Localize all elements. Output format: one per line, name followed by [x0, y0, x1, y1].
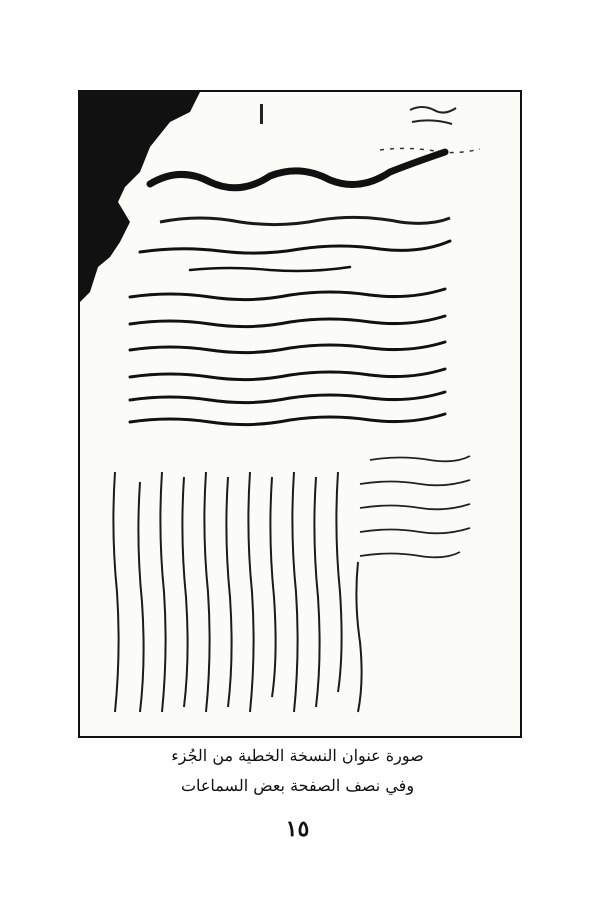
margin-note-top [410, 107, 456, 124]
manuscript-image [80, 92, 520, 736]
top-mark [260, 104, 263, 124]
figure-caption-line2: وفي نصف الصفحة بعض السماعات [180, 776, 415, 795]
torn-edge [80, 92, 200, 302]
sama-vertical-columns [113, 472, 361, 712]
title-line [150, 152, 445, 188]
riwaya-lines [130, 241, 450, 425]
page-number: ١٥ [285, 816, 310, 842]
manuscript-figure-frame [78, 90, 522, 738]
figure-caption-line1: صورة عنوان النسخة الخطية من الجُزء [171, 746, 424, 765]
margin-note-2 [380, 148, 480, 152]
sama-note-right [360, 456, 470, 557]
subtitle-line [160, 217, 450, 224]
